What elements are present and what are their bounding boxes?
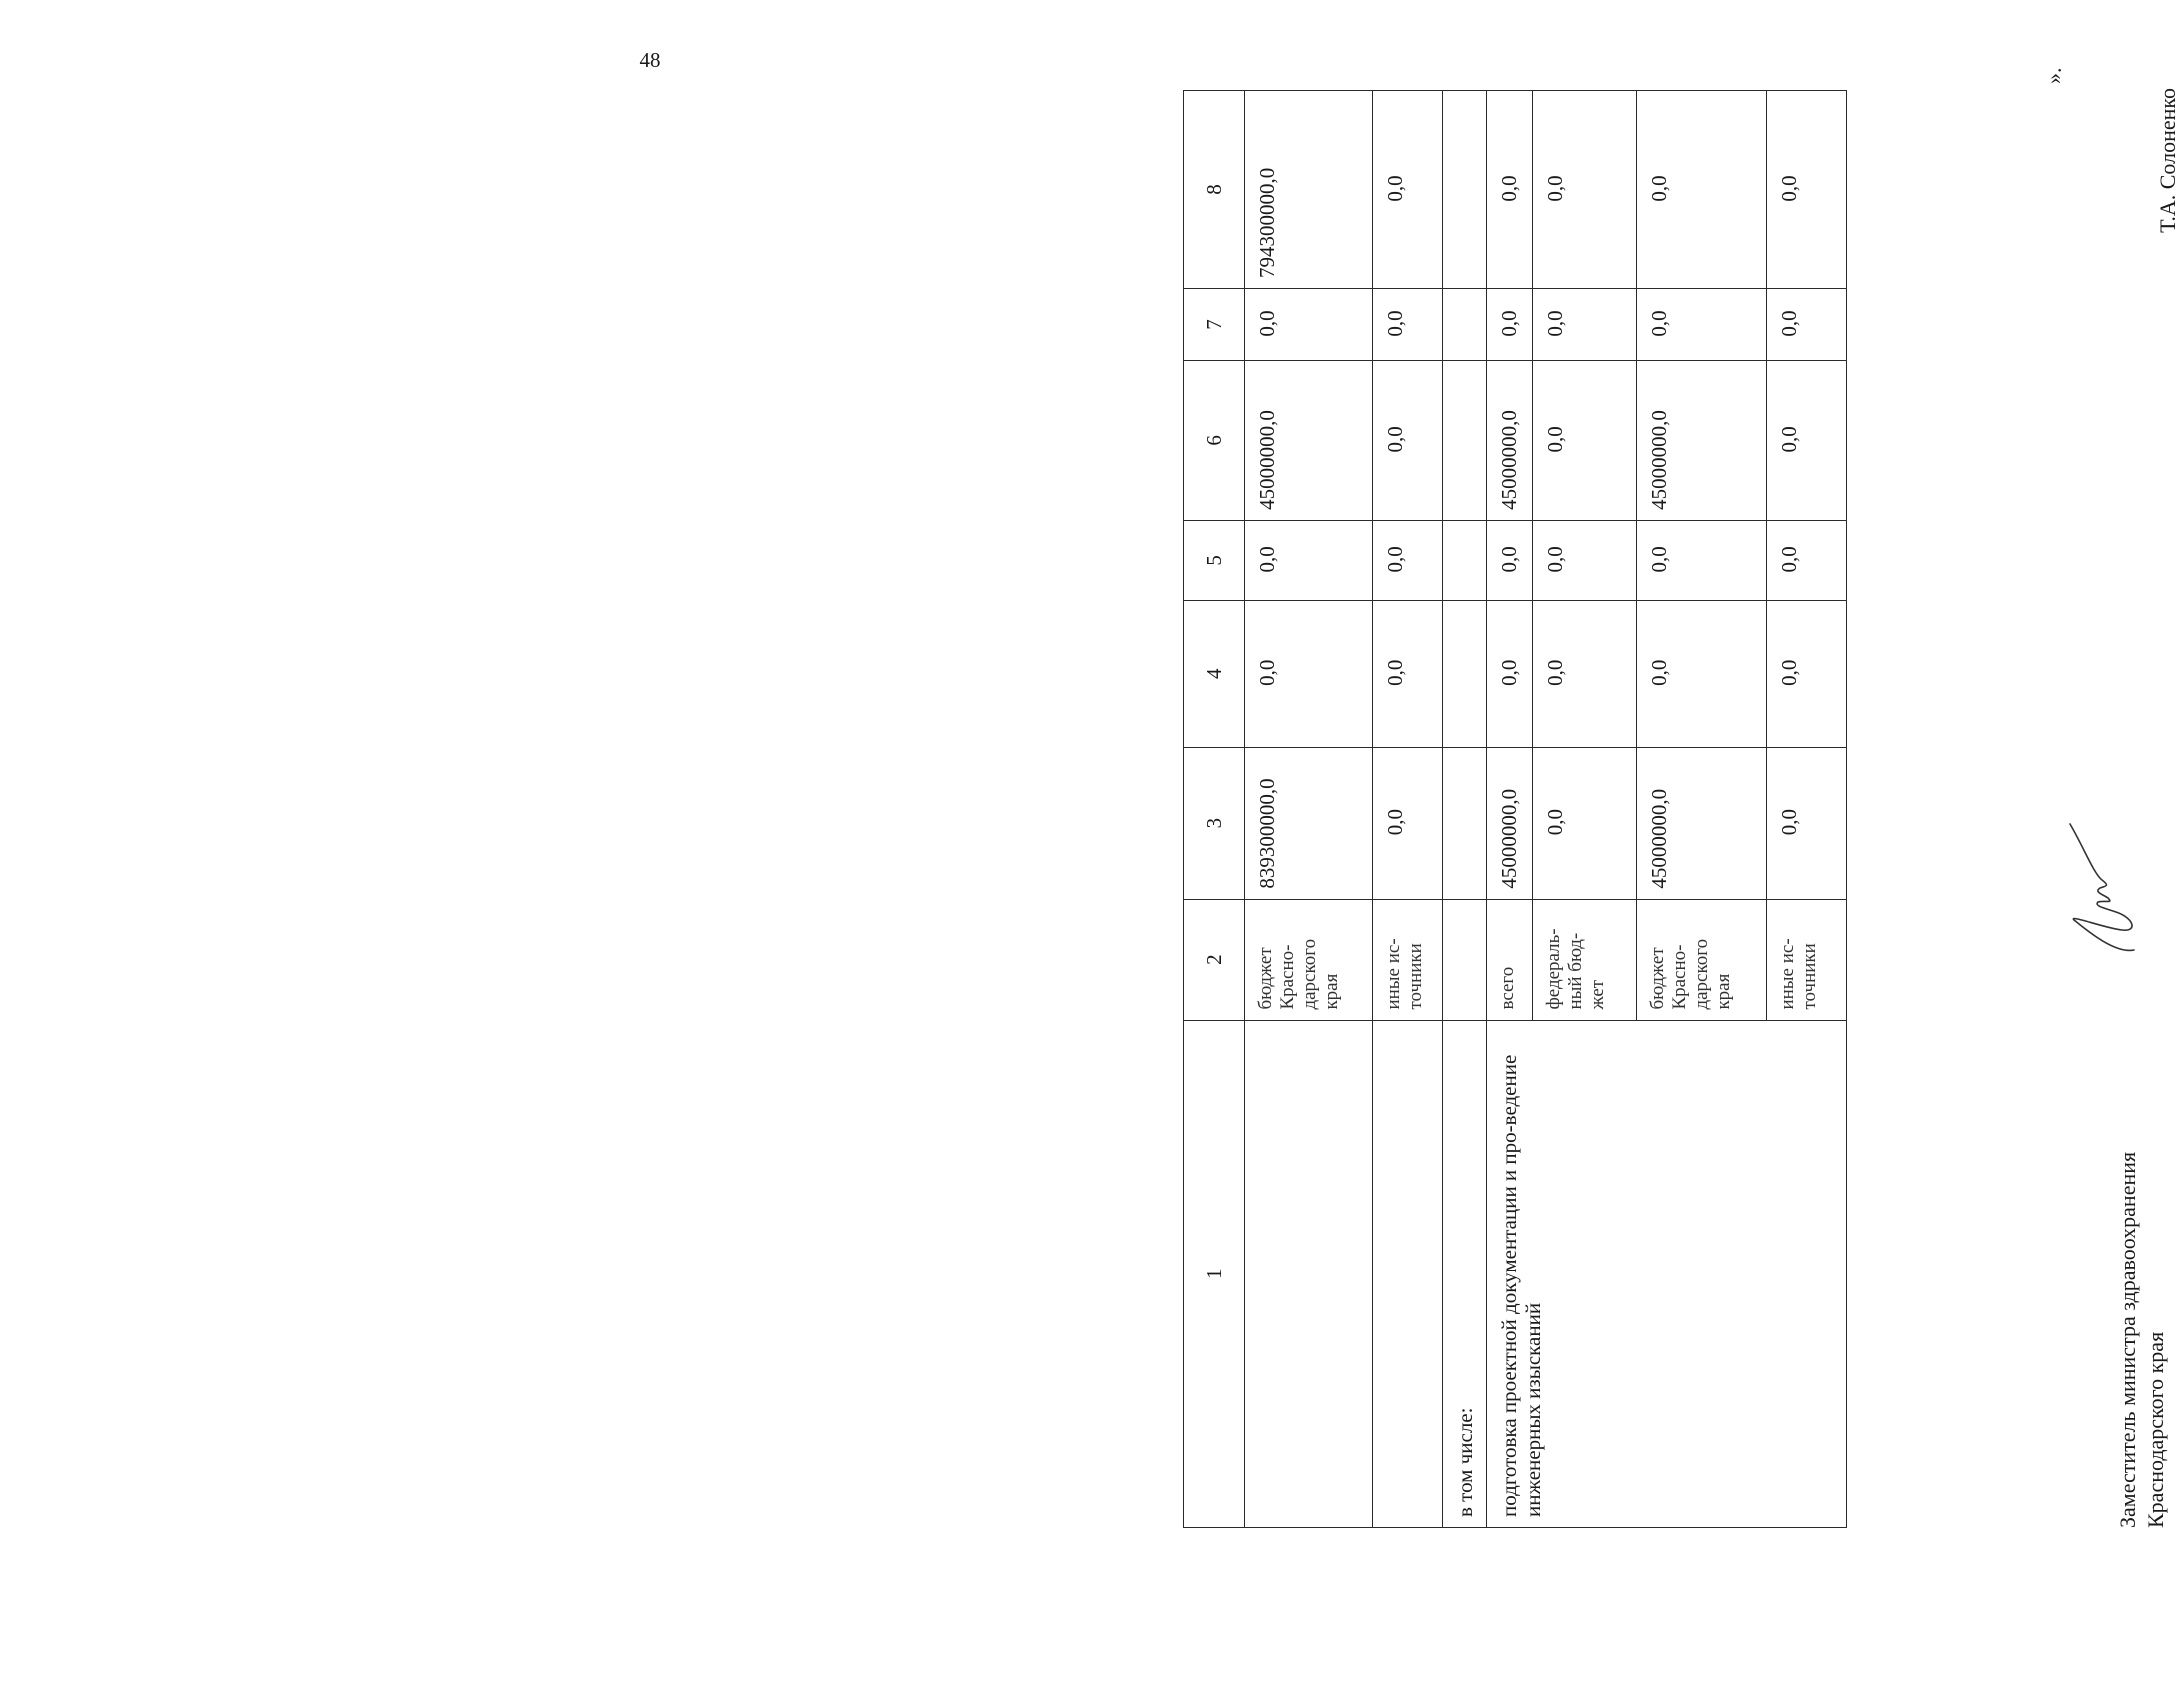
value-cell: 0,0 [1767, 360, 1847, 520]
header-cell: 3 [1184, 747, 1245, 899]
table-row [1373, 91, 1443, 1528]
row-label: в том числе: [1443, 1020, 1487, 1527]
value-cell: 0,0 [1487, 600, 1533, 747]
value-cell: 0,0 [1637, 91, 1767, 289]
funding-source [1443, 899, 1487, 1020]
value-cell: 0,0 [1487, 520, 1533, 600]
header-cell: 8 [1184, 91, 1245, 289]
value-cell: 0,0 [1637, 288, 1767, 360]
value-cell: 0,0 [1533, 600, 1637, 747]
value-cell: 0,0 [1767, 288, 1847, 360]
value-cell: 0,0 [1533, 520, 1637, 600]
header-cell: 6 [1184, 360, 1245, 520]
value-cell: 794300000,0 [1245, 91, 1373, 289]
signatory-title-line: Краснодарского края [2142, 1331, 2168, 1528]
value-cell [1443, 600, 1487, 747]
value-cell: 0,0 [1533, 360, 1637, 520]
table-row [1245, 91, 1373, 1528]
value-cell [1443, 91, 1487, 289]
funding-source: федераль-ный бюд-жет [1533, 899, 1637, 1020]
funding-source: бюджет Красно-дарского края [1637, 899, 1767, 1020]
value-cell: 0,0 [1373, 747, 1443, 899]
value-cell: 839300000,0 [1245, 747, 1373, 899]
funding-source: иные ис-точники [1767, 899, 1847, 1020]
table-row [1443, 91, 1487, 1528]
page-number: 48 [639, 48, 661, 72]
funding-source: всего [1487, 899, 1533, 1020]
value-cell: 0,0 [1637, 520, 1767, 600]
value-cell: 0,0 [1767, 91, 1847, 289]
value-cell: 0,0 [1767, 600, 1847, 747]
value-cell [1443, 288, 1487, 360]
value-cell: 0,0 [1767, 520, 1847, 600]
signatory-title-line: Заместитель министра здравоохранения [2115, 1151, 2140, 1528]
row-label: подготовка проектной документации и про-ведение инженерных изысканий [1487, 1020, 1847, 1527]
value-cell [1443, 520, 1487, 600]
header-cell: 5 [1184, 520, 1245, 600]
funding-source: иные ис-точники [1373, 899, 1443, 1020]
header-cell: 7 [1184, 288, 1245, 360]
value-cell: 45000000,0 [1487, 747, 1533, 899]
header-cell: 1 [1184, 1020, 1245, 1527]
value-cell: 0,0 [1533, 747, 1637, 899]
signatory-name: Т.А. Солоненко [2155, 88, 2180, 233]
value-cell: 0,0 [1533, 91, 1637, 289]
value-cell: 0,0 [1373, 91, 1443, 289]
header-cell: 4 [1184, 600, 1245, 747]
value-cell: 0,0 [1533, 288, 1637, 360]
value-cell: 0,0 [1637, 600, 1767, 747]
value-cell: 0,0 [1373, 600, 1443, 747]
value-cell [1443, 747, 1487, 899]
table-row [1487, 91, 1533, 1528]
header-cell: 2 [1184, 899, 1245, 1020]
value-cell [1443, 360, 1487, 520]
value-cell: 0,0 [1245, 520, 1373, 600]
handwritten-signature [2064, 818, 2144, 958]
value-cell: 0,0 [1245, 288, 1373, 360]
value-cell: 0,0 [1373, 360, 1443, 520]
closing-quote: ». [2041, 67, 2066, 84]
value-cell: 45000000,0 [1245, 360, 1373, 520]
value-cell: 0,0 [1487, 91, 1533, 289]
funding-source: бюджет Красно-дарского края [1245, 899, 1373, 1020]
table-header-row [1184, 91, 1245, 1528]
value-cell: 0,0 [1767, 747, 1847, 899]
value-cell: 0,0 [1373, 520, 1443, 600]
value-cell: 45000000,0 [1637, 360, 1767, 520]
value-cell: 45000000,0 [1637, 747, 1767, 899]
rotated-page-content [1146, 67, 2180, 1530]
budget-table [1183, 90, 1847, 1528]
row-label [1245, 1020, 1373, 1527]
value-cell: 0,0 [1245, 600, 1373, 747]
value-cell: 0,0 [1487, 288, 1533, 360]
value-cell: 0,0 [1373, 288, 1443, 360]
row-label [1373, 1020, 1443, 1527]
value-cell: 45000000,0 [1487, 360, 1533, 520]
